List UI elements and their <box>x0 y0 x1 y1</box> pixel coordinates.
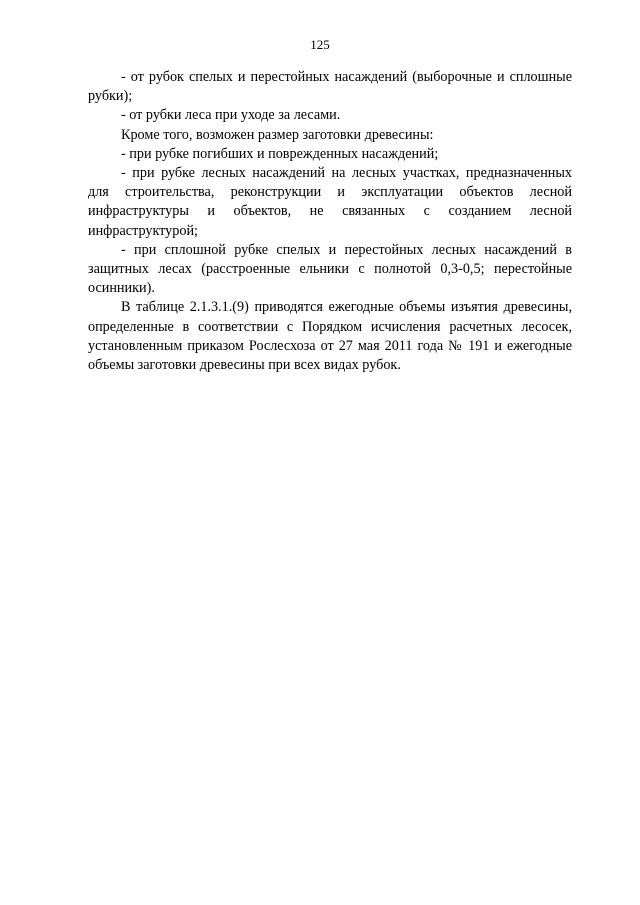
paragraph-table-reference: В таблице 2.1.3.1.(9) приводятся ежегодные объемы изъятия древесины, определенные в соответствии с Порядком исчисления расчетных лесосек, установленным приказом Рослесхоза от 27 мая 2011 года № 191 и ежегодные объемы заготовки древесины при всех видах рубок. <box>88 299 572 374</box>
paragraph-dead-damaged-stands: - при рубке погибших и поврежденных насаждений; <box>121 145 439 162</box>
paragraph-additional-volume-intro: Кроме того, возможен размер заготовки древесины: <box>121 126 434 143</box>
document-body <box>88 68 572 375</box>
page-number: 125 <box>310 37 330 52</box>
paragraph-care-felling: - от рубки леса при уходе за лесами. <box>121 107 341 124</box>
paragraph-protective-forests-felling: - при сплошной рубке спелых и перестойных лесных насаждений в защитных лесах (расстроенные ельники с полнотой 0,3-0,5; перестойные осинники). <box>88 241 572 297</box>
paragraph-infrastructure-felling: - при рубке лесных насаждений на лесных участках, предназначенных для строительства, реконструкции и эксплуатации объектов лесной инфраструктуры и объектов, не связанных с созданием лесной инфраструктурой; <box>88 165 572 239</box>
paragraph-mature-stands-felling: - от рубок спелых и перестойных насаждений (выборочные и сплошные рубки); <box>88 69 572 105</box>
